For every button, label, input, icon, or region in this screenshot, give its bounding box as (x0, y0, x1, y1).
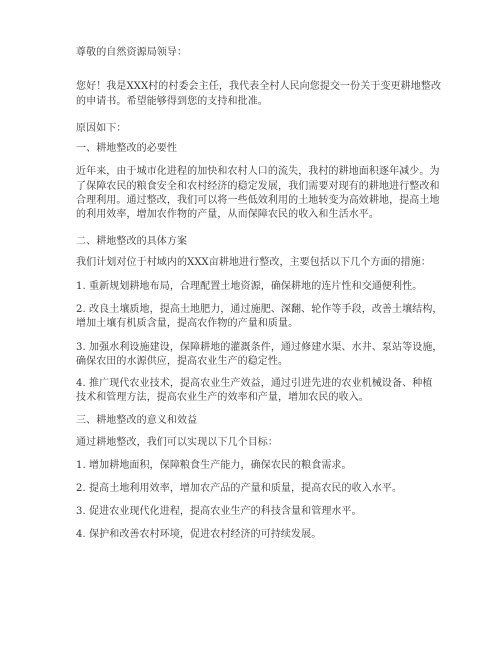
intro-line-2: 的申请书。希望能够得到您的支持和批准。 (76, 96, 268, 107)
goal-3: 3. 促进农业现代化进程，提高农业生产的科技含量和管理水平。 (76, 506, 362, 517)
section1-line-2: 了保障农民的粮食安全和农村经济的稳定发展，我们需要对现有的耕地进行整改和 (76, 181, 440, 192)
reason-label: 原因如下： (76, 123, 127, 134)
measure-3-line-1: 3. 加强水利设施建设，保障耕地的灌溉条件，通过修建水渠、水井、泵站等设施， (76, 342, 443, 353)
measure-1-line-1: 1. 重新规划耕地布局，合理配置土地资源，确保耕地的连片性和交通便利性。 (76, 281, 423, 292)
section3-title: 三、耕地整改的意义和效益 (76, 415, 198, 426)
goal-2: 2. 提高土地利用效率，增加农产品的产量和质量，提高农民的收入水平。 (76, 483, 403, 494)
measure-2-line-1: 2. 改良土壤质地，提高土地肥力，通过施肥、深翻、轮作等手段，改善土壤结构， (76, 304, 443, 315)
goal-4: 4. 保护和改善农村环境，促进农村经济的可持续发展。 (76, 529, 322, 540)
measure-3-line-2: 确保农田的水源供应，提高农业生产的稳定性。 (76, 356, 289, 367)
section3-intro: 通过耕地整改，我们可以实现以下几个目标： (76, 437, 278, 448)
measure-2-line-2: 增加土壤有机质含量，提高农作物的产量和质量。 (76, 318, 299, 329)
measure-4-line-2: 技术和管理方法，提高农业生产的效率和产量，增加农民的收入。 (76, 392, 369, 403)
section2-title: 二、耕地整改的具体方案 (76, 236, 188, 247)
measure-4-line-1: 4. 推广现代农业技术，提高农业生产效益，通过引进先进的农业机械设备、种植 (76, 378, 433, 389)
intro-line-1: 您好！我是XXX村的村委会主任，我代表全村人民向您提交一份关于变更耕地整改 (76, 81, 442, 92)
section1-line-4: 的利用效率，增加农作物的产量，从而保障农民的收入和生活水平。 (76, 209, 379, 220)
section1-line-1: 近年来，由于城市化进程的加快和农村人口的流失，我村的耕地面积逐年减少。为 (76, 166, 440, 177)
section1-title: 一、耕地整改的必要性 (76, 143, 177, 154)
section2-intro: 我们计划对位于村域内的XXX亩耕地进行整改，主要包括以下几个方面的措施： (76, 257, 431, 268)
salutation: 尊敬的自然资源局领导： (76, 47, 188, 58)
section1-line-3: 合理利用。通过整改，我们可以将一些低效利用的土地转变为高效耕地，提高土地 (76, 195, 440, 206)
goal-1: 1. 增加耕地面积，保障粮食生产能力，确保农民的粮食需求。 (76, 460, 352, 471)
